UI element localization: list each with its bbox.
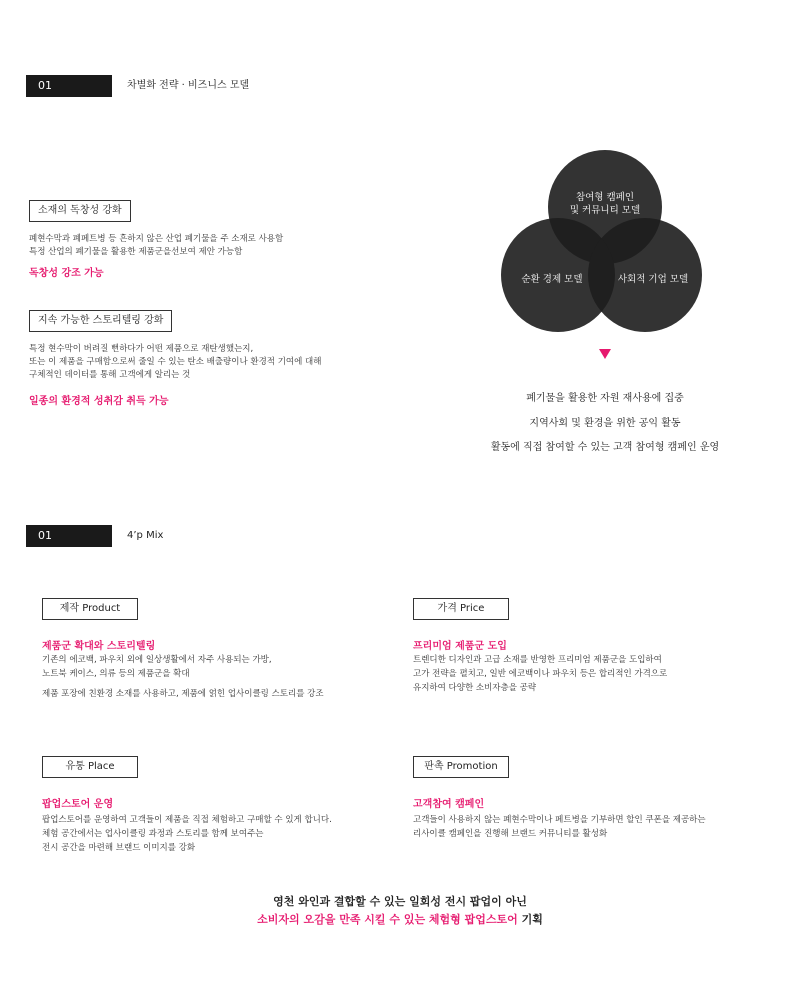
- label-box-product: 제작 Product: [42, 598, 138, 620]
- body-line: 제품 포장에 친환경 소재를 사용하고, 제품에 얽힌 업사이클링 스토리를 강조: [42, 689, 324, 699]
- body-line: 특정 현수막이 버려질 뻔하다가 어떤 제품으로 재탄생했는지,: [29, 344, 254, 354]
- body-line: 체험 공간에서는 업사이클링 과정과 스토리를 함께 보여주는: [42, 829, 264, 839]
- venn-label-left: 순환 경제 모델: [521, 274, 583, 285]
- summary-line: 활동에 직접 참여할 수 있는 고객 참여형 캠페인 운영: [490, 442, 720, 453]
- section-title: 차별화 전략 · 비즈니스 모델: [127, 80, 250, 91]
- body-line: 유지하여 다양한 소비자층을 공략: [413, 683, 537, 693]
- down-arrow-icon: [598, 348, 612, 360]
- label-box-place: 유통 Place: [42, 756, 138, 778]
- label-box-originality: 소재의 독창성 강화: [29, 200, 131, 222]
- section-title: 4’p Mix: [127, 530, 164, 541]
- body-line: 고객들이 사용하지 않는 폐현수막이나 페트병을 기부하면 할인 쿠폰을 제공하는: [413, 815, 706, 825]
- price-heading: 프리미엄 제품군 도입: [413, 641, 507, 652]
- body-line: 리사이클 캠페인을 진행해 브랜드 커뮤니티를 활성화: [413, 829, 608, 839]
- footer-line-2: [0, 911, 800, 929]
- body-line: 기존의 에코백, 파우치 외에 일상생활에서 자주 사용되는 가방,: [42, 655, 272, 665]
- place-heading: 팝업스토어 운영: [42, 799, 114, 810]
- body-line: 또는 이 제품을 구매함으로써 줄일 수 있는 탄소 배출량이나 환경적 기여에 대해: [29, 357, 322, 367]
- body-line: 고가 전략을 펼치고, 일반 에코백이나 파우치 등은 합리적인 가격으로: [413, 669, 668, 679]
- footer-line-1: 영천 와인과 결합할 수 있는 일회성 전시 팝업이 아닌: [273, 895, 527, 908]
- label-box-promotion: 판촉 Promotion: [413, 756, 509, 778]
- promotion-heading: 고객참여 캠페인: [413, 799, 485, 810]
- footer-highlight: 소비자의 오감을 만족 시킬 수 있는 체험형 팝업스토어: [257, 913, 518, 926]
- venn-diagram: [490, 140, 720, 370]
- summary-line: 지역사회 및 환경을 위한 공익 활동: [529, 418, 681, 429]
- venn-label-right: 사회적 기업 모델: [617, 274, 689, 285]
- body-line: 구체적인 데이터를 통해 고객에게 알리는 것: [29, 370, 191, 380]
- body-line: 노트북 케이스, 의류 등의 제품군을 확대: [42, 669, 190, 679]
- highlight-text: 독창성 강조 가능: [29, 268, 104, 279]
- summary-line: 폐기물을 활용한 자원 재사용에 집중: [526, 393, 684, 404]
- body-line: 팝업스토어를 운영하여 고객들이 제품을 직접 체험하고 구매할 수 있게 합니다.: [42, 815, 332, 825]
- highlight-text: 일종의 환경적 성취감 취득 가능: [29, 396, 169, 407]
- section-tag: 01 Discover: [26, 525, 112, 547]
- venn-label-top: 참여형 캠페인: [575, 192, 635, 203]
- body-line: 폐현수막과 폐페트병 등 흔하지 않은 산업 폐기물을 주 소재로 사용함: [29, 234, 284, 244]
- body-line: 트렌디한 디자인과 고급 소재를 반영한 프리미엄 제품군을 도입하여: [413, 655, 662, 665]
- body-line: 특정 산업의 폐기물을 활용한 제품군을선보여 제안 가능함: [29, 247, 243, 257]
- venn-label-top: 및 커뮤니티 모델: [569, 205, 641, 216]
- body-line: 전시 공간을 마련해 브랜드 이미지를 강화: [42, 843, 196, 853]
- label-box-price: 가격 Price: [413, 598, 509, 620]
- product-heading: 제품군 확대와 스토리텔링: [42, 641, 156, 652]
- label-box-storytelling: 지속 가능한 스토리텔링 강화: [29, 310, 172, 332]
- footer-rest: 기획: [517, 913, 543, 926]
- section-tag: 01 Discover: [26, 75, 112, 97]
